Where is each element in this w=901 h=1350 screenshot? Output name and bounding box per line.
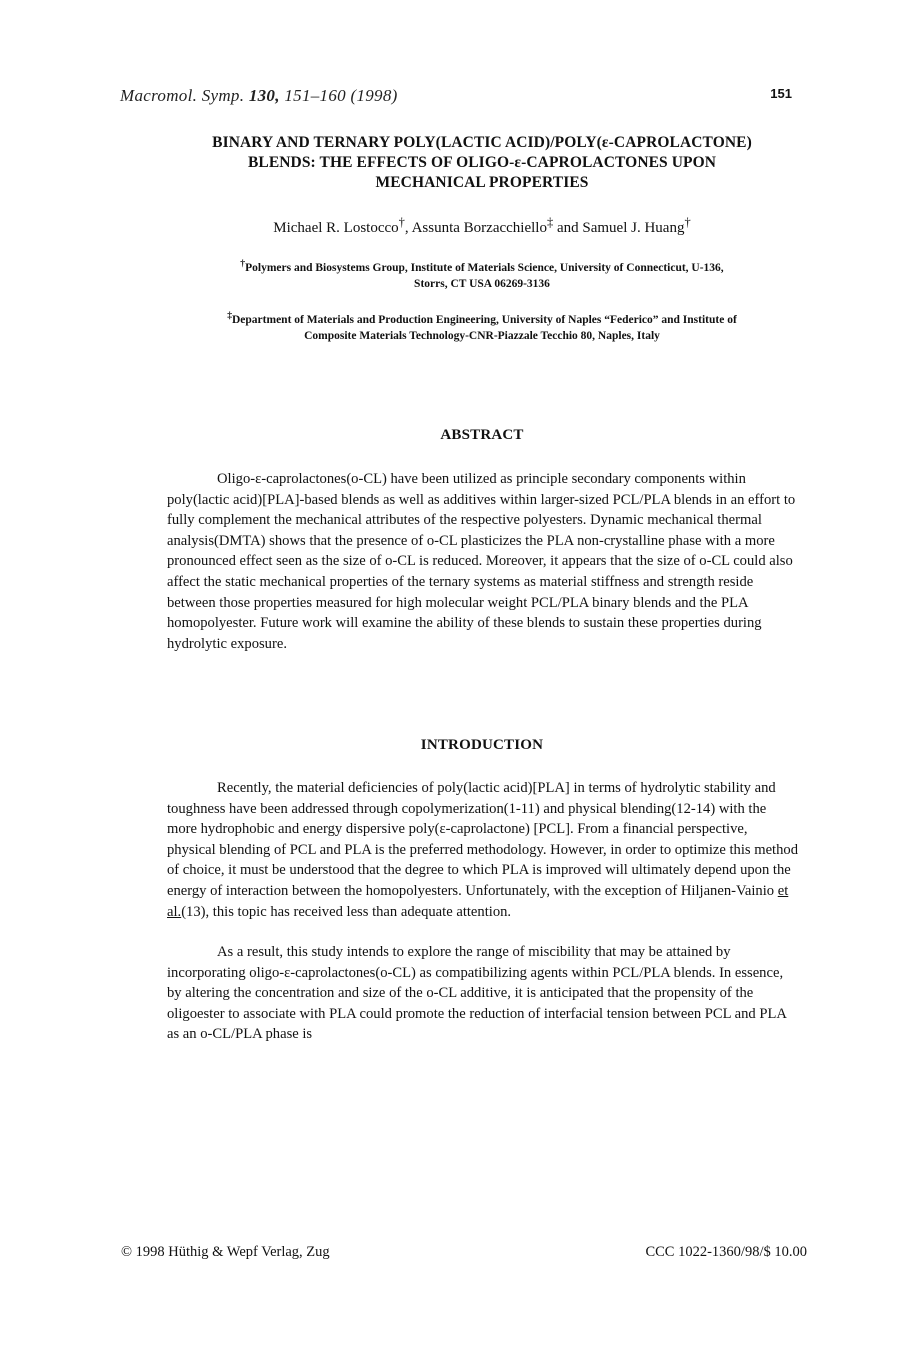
journal-reference bbox=[120, 86, 398, 106]
author-name: Assunta Borzacchiello bbox=[411, 220, 547, 236]
affiliation-line: Department of Materials and Production Engineering, University of Naples “Federico” and Institute of bbox=[232, 313, 737, 326]
title-line: MECHANICAL PROPERTIES bbox=[375, 174, 589, 191]
affiliation-line: Storrs, CT USA 06269-3136 bbox=[414, 277, 550, 290]
journal-name: Macromol. Symp. bbox=[120, 86, 245, 105]
author-name: Michael R. Lostocco bbox=[273, 220, 399, 236]
paragraph-text: (13), this topic has received less than adequate attention. bbox=[181, 903, 512, 920]
introduction-paragraph bbox=[167, 778, 799, 922]
author-separator: and bbox=[553, 220, 583, 236]
paper-title bbox=[160, 133, 804, 193]
running-head bbox=[120, 86, 800, 110]
journal-volume: 130, bbox=[248, 86, 280, 105]
affiliation-marker: ‡ bbox=[227, 310, 232, 321]
introduction-paragraph: As a result, this study intends to explore the range of miscibility that may be attained by incorporating oligo-ε-caprolactones(o-CL) as compatibilizing agents within PCL/PLA blends. In essence, by altering the concentration and size of the o-CL additive, it is anticipated that the propensity of the oligoester to associate with PLA could promote the reduction of interfacial tension between PCL and PLA as an o-CL/PLA phase is bbox=[167, 944, 787, 1043]
introduction-heading: INTRODUCTION bbox=[420, 737, 544, 753]
paragraph-text: Recently, the material deficiencies of poly(lactic acid)[PLA] in terms of hydrolytic stability and toughness have been addressed through copolymerization(1-11) and physical blending(12-14) with the more hydrophobic and energy dispersive poly(ε-caprolactone) [PCL]. From a financial perspective, physical blending of PCL and PLA is the preferred methodology. However, in order to optimize this method of choice, it must be understood that the degree to which PLA is improved will ultimately depend upon the energy of interaction between the homopolyesters. Unfortunately, with the exception of Hiljanen-Vainio bbox=[167, 780, 799, 899]
title-line: BINARY AND TERNARY POLY(LACTIC ACID)/POLY(ε-CAPROLACTONE) bbox=[212, 134, 752, 151]
affiliation-marker: † bbox=[684, 215, 691, 229]
affiliation-naples bbox=[160, 308, 804, 344]
abstract-heading: ABSTRACT bbox=[440, 427, 524, 443]
page-number: 151 bbox=[770, 86, 792, 101]
affiliation-line: Polymers and Biosystems Group, Institute of Materials Science, University of Connecticut, U-136, bbox=[245, 261, 724, 274]
affiliation-marker: † bbox=[240, 258, 246, 269]
affiliation-line: Composite Materials Technology-CNR-Piazzale Tecchio 80, Naples, Italy bbox=[304, 329, 660, 342]
ccc-code: CCC 1022-1360/98/$ 10.00 bbox=[645, 1244, 807, 1260]
affiliation-marker: † bbox=[398, 215, 405, 229]
affiliation-uconn bbox=[160, 256, 804, 292]
copyright-notice: © 1998 Hüthig & Wepf Verlag, Zug bbox=[121, 1244, 330, 1260]
journal-pages-year: 151–160 (1998) bbox=[284, 86, 398, 105]
author-separator: , bbox=[404, 220, 412, 236]
et-al-citation: et al. bbox=[167, 882, 789, 920]
title-line: BLENDS: THE EFFECTS OF OLIGO-ε-CAPROLACTONES UPON bbox=[247, 154, 717, 171]
author-list bbox=[160, 215, 804, 237]
author-name: Samuel J. Huang bbox=[582, 220, 685, 236]
abstract-text: Oligo-ε-caprolactones(o-CL) have been utilized as principle secondary components within poly(lactic acid)[PLA]-based blends as well as additives within larger-sized PCL/PLA blends in an effort to fully complement the mechanical attributes of the respective polyesters. Dynamic mechanical thermal analysis(DMTA) shows that the presence of o-CL plasticizes the PLA non-crystalline phase with a more pronounced effect seen as the size of o-CL is reduced. Moreover, it appears that the size of o-CL could also affect the static mechanical properties of the ternary systems as material stiffness and strength reside between those properties measured for high molecular weight PCL/PLA binary blends and the PLA homopolyester. Future work will examine the ability of these blends to sustain these properties during hydrolytic exposure. bbox=[167, 471, 796, 652]
affiliation-marker: ‡ bbox=[546, 215, 554, 229]
